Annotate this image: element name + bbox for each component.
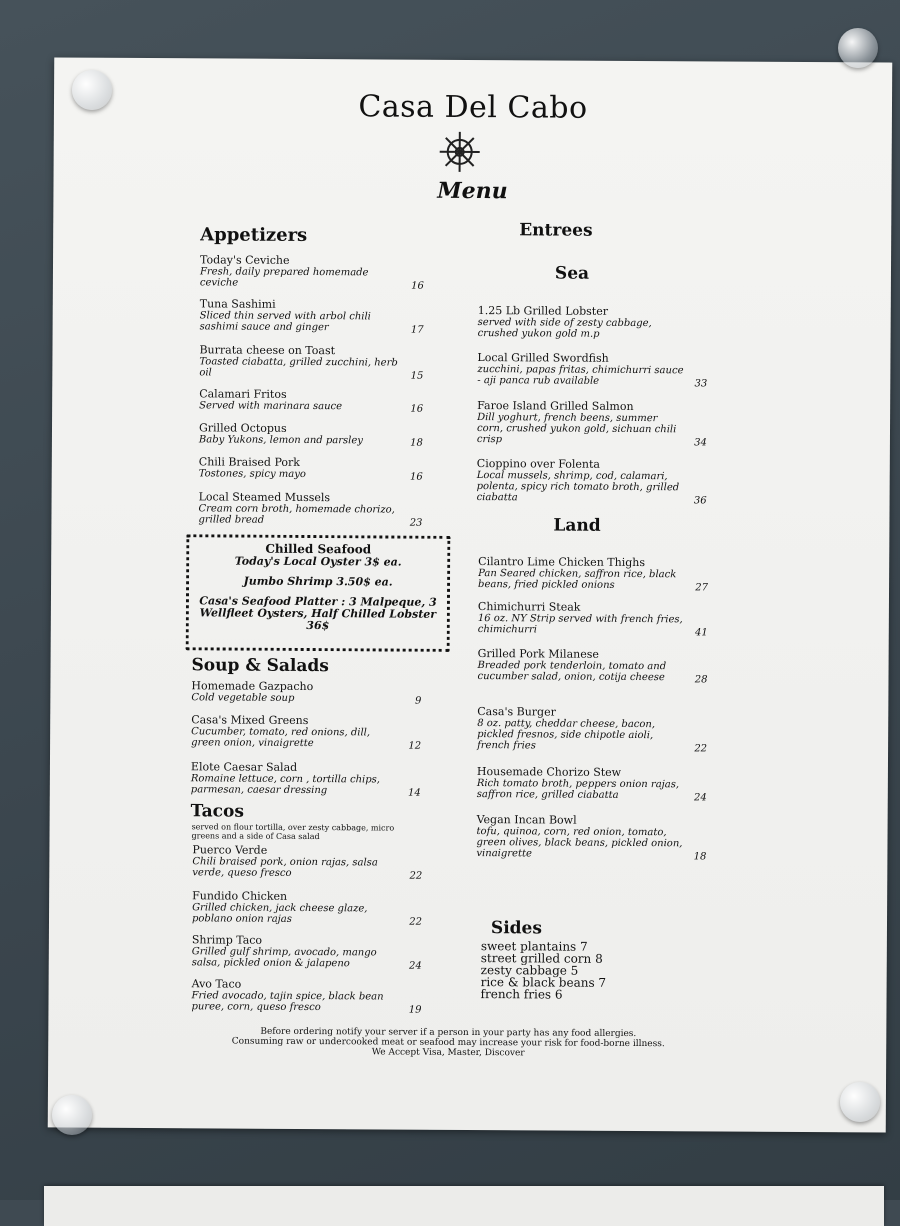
menu-item-description: Breaded pork tenderloin, tomato and cucumber salad, onion, cotija cheese <box>477 660 707 683</box>
side-item: rice & black beans 7 <box>481 976 607 989</box>
menu-item <box>477 648 707 683</box>
menu-item <box>199 344 423 379</box>
side-item: zesty cabbage 5 <box>481 964 607 977</box>
menu-item-price: 27 <box>695 582 708 593</box>
menu-item-price: 16 <box>410 472 423 483</box>
menu-item-price: 17 <box>411 325 424 336</box>
chilled-line: Today's Local Oyster 3$ ea. <box>189 555 447 569</box>
menu-item-description: Served with marinara sauce <box>199 400 423 412</box>
menu-item-price: 22 <box>410 871 423 882</box>
menu-item-description: Sliced thin served with arbol chili sashimi sauce and ginger <box>200 310 424 333</box>
menu-item-description: 8 oz. patty, cheddar cheese, bacon, pickled fresnos, side chipotle aioli, french fries <box>477 718 707 752</box>
menu-item-description: Toasted ciabatta, grilled zucchini, herb oil <box>199 356 423 379</box>
soups-heading: Soup & Salads <box>192 655 329 676</box>
menu-item-price: 22 <box>694 743 707 754</box>
menu-item <box>199 422 423 446</box>
menu-item-name: Casa's Burger <box>477 706 707 719</box>
menu-item-description: Fried avocado, tajin spice, black bean puree, corn, queso fresco <box>191 990 421 1013</box>
menu-item-name: Casa's Mixed Greens <box>191 714 421 727</box>
entrees-heading: Entrees <box>519 220 592 240</box>
menu-item-name: Calamari Fritos <box>199 388 423 401</box>
menu-item-price: 15 <box>411 371 424 382</box>
tacos-heading: Tacos <box>191 801 244 821</box>
menu-item <box>198 491 422 526</box>
menu-item-price: 28 <box>695 674 708 685</box>
menu-item-description: zucchini, papas fritas, chimichurri sauce - aji panca rub available <box>477 364 707 387</box>
chilled-seafood-box <box>186 534 451 652</box>
side-item: street grilled corn 8 <box>481 952 607 965</box>
menu-item-price: 33 <box>695 378 708 389</box>
menu-item-name: Local Grilled Swordfish <box>477 352 707 365</box>
push-pin <box>840 1082 880 1122</box>
side-item: sweet plantains 7 <box>481 940 607 953</box>
push-pin <box>52 1095 92 1135</box>
restaurant-name: Casa Del Cabo <box>54 87 892 127</box>
menu-item-description: Cucumber, tomato, red onions, dill, green onion, vinaigrette <box>191 726 421 749</box>
menu-item-price: 41 <box>695 627 708 638</box>
land-heading: Land <box>553 516 600 536</box>
menu-item-description: served with side of zesty cabbage, crushed yukon gold m.p <box>478 317 708 340</box>
menu-item-name: Local Steamed Mussels <box>199 491 423 504</box>
menu-item <box>200 298 424 333</box>
menu-item-price: 34 <box>694 437 707 448</box>
push-pin <box>72 70 112 110</box>
sea-heading: Sea <box>555 264 589 284</box>
menu-item <box>191 761 421 796</box>
menu-item <box>191 680 421 704</box>
menu-item-price: 19 <box>409 1005 422 1016</box>
menu-item-price: 14 <box>408 788 421 799</box>
second-menu-sheet <box>44 1186 884 1226</box>
menu-item-name: Puerco Verde <box>192 844 422 857</box>
menu-item <box>192 934 422 969</box>
footer-line: Consuming raw or undercooked meat or seafood may increase your risk for food-borne illness. <box>168 1036 728 1049</box>
menu-item-description: Grilled chicken, jack cheese glaze, poblano onion rajas <box>192 902 422 925</box>
ship-wheel-icon <box>438 130 482 174</box>
chilled-line: Jumbo Shrimp 3.50$ ea. <box>189 575 447 589</box>
menu-item-name: Homemade Gazpacho <box>191 680 421 693</box>
menu-item-name: Shrimp Taco <box>192 934 422 947</box>
menu-item <box>191 714 421 749</box>
menu-item <box>199 388 423 412</box>
footer-line: Before ordering notify your server if a person in your party has any food allergies. <box>168 1026 728 1039</box>
sides-list <box>481 940 607 1001</box>
menu-item <box>192 844 422 879</box>
menu-item-description: Chili braised pork, onion rajas, salsa verde, queso fresco <box>192 856 422 879</box>
chilled-line: Casa's Seafood Platter : 3 Malpeque, 3 Wellfleet Oysters, Half Chilled Lobster 36$ <box>189 595 447 633</box>
menu-item <box>477 766 707 801</box>
menu-item-price: 23 <box>410 518 423 529</box>
menu-item-name: Cilantro Lime Chicken Thighs <box>478 556 708 569</box>
menu-item-description: Rich tomato broth, peppers onion rajas, saffron rice, grilled ciabatta <box>477 778 707 801</box>
push-pin <box>838 28 878 68</box>
menu-item-name: Grilled Octopus <box>199 422 423 435</box>
menu-item-price: 18 <box>410 438 423 449</box>
menu-item <box>199 456 423 480</box>
menu-item <box>192 890 422 925</box>
menu-item-name: Chili Braised Pork <box>199 456 423 469</box>
menu-item-name: Housemade Chorizo Stew <box>477 766 707 779</box>
menu-item-description: Tostones, spicy mayo <box>199 468 423 480</box>
footer-line: We Accept Visa, Master, Discover <box>168 1046 728 1059</box>
menu-item-name: Chimichurri Steak <box>478 601 708 614</box>
menu-item-price: 24 <box>694 792 707 803</box>
menu-item <box>477 352 707 387</box>
menu-sheet <box>48 57 893 1132</box>
menu-item-description: Cold vegetable soup <box>191 692 421 704</box>
menu-item-name: Burrata cheese on Toast <box>199 344 423 357</box>
menu-item-name: Avo Taco <box>192 978 422 991</box>
menu-item <box>476 814 706 860</box>
menu-item <box>477 458 707 504</box>
menu-item-description: Local mussels, shrimp, cod, calamari, polenta, spicy rich tomato broth, grilled ciabatta <box>477 470 707 504</box>
side-item: french fries 6 <box>481 988 607 1001</box>
chilled-title: Chilled Seafood <box>189 541 447 557</box>
menu-item <box>478 556 708 591</box>
menu-item-name: Cioppino over Folenta <box>477 458 707 471</box>
menu-item-name: Elote Caesar Salad <box>191 761 421 774</box>
menu-item-description: Romaine lettuce, corn , tortilla chips, parmesan, caesar dressing <box>191 773 421 796</box>
menu-item <box>478 601 708 636</box>
menu-heading: Menu <box>53 175 891 206</box>
menu-item-name: Grilled Pork Milanese <box>478 648 708 661</box>
menu-item-description: tofu, quinoa, corn, red onion, tomato, green olives, black beans, pickled onion, vinaigrette <box>476 826 706 860</box>
menu-item-price: 24 <box>409 961 422 972</box>
menu-item <box>477 400 707 446</box>
menu-item-name: Today's Ceviche <box>200 254 424 267</box>
menu-item-price: 16 <box>411 281 424 292</box>
menu-item <box>191 978 421 1013</box>
menu-item-price: 9 <box>415 696 421 707</box>
menu-item <box>478 305 708 340</box>
menu-item-name: 1.25 Lb Grilled Lobster <box>478 305 708 318</box>
menu-item-description: Dill yoghurt, french beens, summer corn, crushed yukon gold, sichuan chili crisp <box>477 412 707 446</box>
allergy-notice <box>168 1026 728 1059</box>
appetizers-heading: Appetizers <box>200 224 307 246</box>
menu-item-name: Tuna Sashimi <box>200 298 424 311</box>
sides-heading: Sides <box>491 918 542 938</box>
menu-item-name: Fundido Chicken <box>192 890 422 903</box>
menu-item-price: 12 <box>408 741 421 752</box>
tacos-note: served on flour tortilla, over zesty cabbage, micro greens and a side of Casa salad <box>191 822 421 841</box>
menu-item-description: Pan Seared chicken, saffron rice, black beans, fried pickled onions <box>478 568 708 591</box>
menu-item-price: 18 <box>694 851 707 862</box>
menu-item-description: Fresh, daily prepared homemade ceviche <box>200 266 424 289</box>
menu-item-price: 22 <box>409 917 422 928</box>
menu-item-price: 16 <box>410 404 423 415</box>
menu-item-name: Vegan Incan Bowl <box>477 814 707 827</box>
menu-item-description: Grilled gulf shrimp, avocado, mango salsa, pickled onion & jalapeno <box>192 946 422 969</box>
menu-item-description: Baby Yukons, lemon and parsley <box>199 434 423 446</box>
menu-item-description: 16 oz. NY Strip served with french fries, chimichurri <box>478 613 708 636</box>
menu-item-price: 36 <box>694 495 707 506</box>
menu-item-description: Cream corn broth, homemade chorizo, grilled bread <box>198 503 422 526</box>
menu-item <box>477 706 707 752</box>
menu-item <box>200 254 424 289</box>
menu-item-name: Faroe Island Grilled Salmon <box>477 400 707 413</box>
